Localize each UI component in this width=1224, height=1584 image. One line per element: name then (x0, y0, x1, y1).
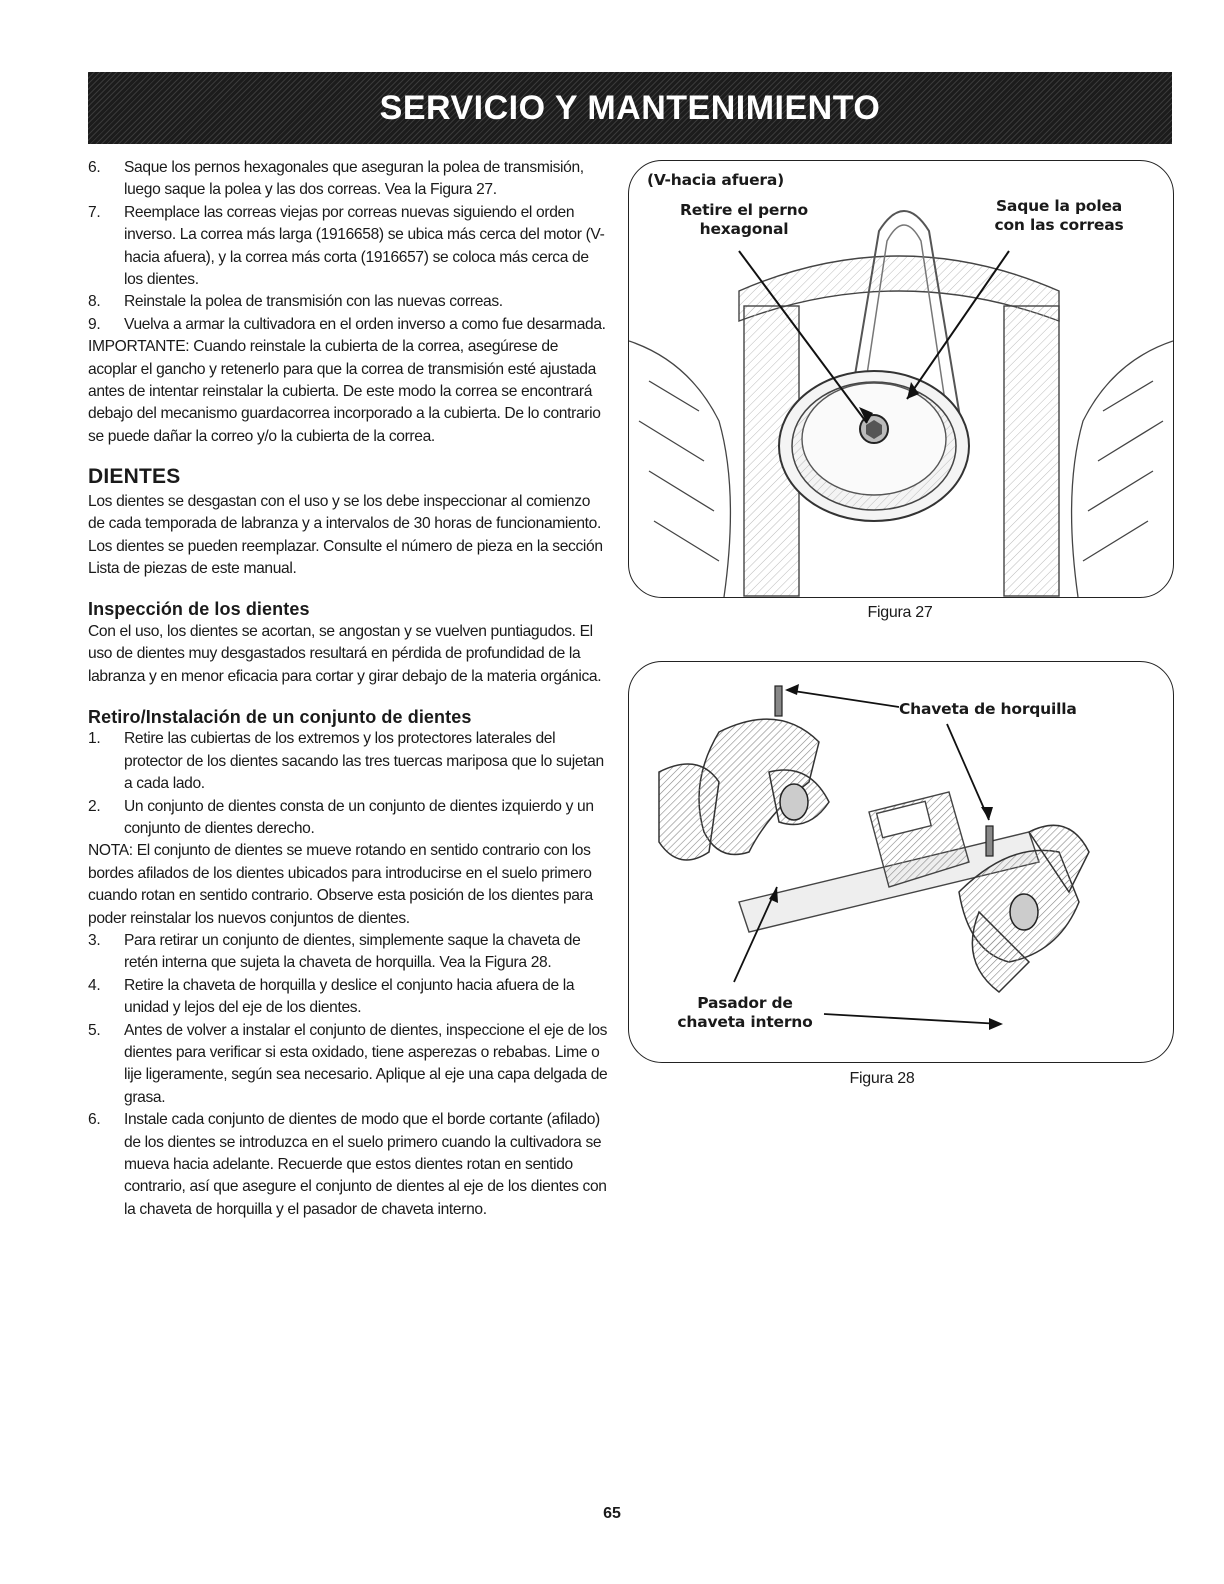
figure-27-caption: Figura 27 (867, 604, 933, 621)
figure-28 (628, 661, 1174, 1063)
label-inner-cotter-pin-line2: chaveta interno (677, 1013, 813, 1031)
figure-27 (628, 160, 1174, 598)
inspection-text: Con el uso, los dientes se acortan, se angostan y se vuelven puntiagudos. El uso de dientes muy desgastados resultará en pérdida de profundidad de la labranza y en menor eficacia para cortar y girar debajo de la materia orgánica. (88, 622, 602, 685)
list-number: 6. (88, 1111, 101, 1129)
list-item (88, 728, 608, 795)
important-note: IMPORTANTE: Cuando reinstale la cubierta de la correa, asegúrese de acoplar el gancho y retenerlo para que la correa de transmisión esté ajustada antes de intentar reinstalar la cubierta. De este modo la correa se encontrará debajo del mecanismo guardacorrea incorporado a la cubierta. De lo contrario se puede dañar la correo y/o la cubierta de la correa. (88, 338, 601, 445)
list-text: Vuelva a armar la cultivadora en el orden inverso a como fue desarmada. (124, 315, 606, 333)
list-number: 3. (88, 932, 101, 949)
section-title: SERVICIO Y MANTENIMIENTO (379, 88, 881, 127)
belt-steps-list (88, 157, 608, 336)
list-text: Instale cada conjunto de dientes de modo que el borde cortante (afilado) de los dientes se introduzca en el suelo primero cuando la cultivadora se mueva hacia adelante. Recuerde que estos dientes rotan en sentido contrario, así que asegure el conjunto de dientes al eje de los dientes con la chaveta de horquilla y el pasador de chaveta interno. (124, 1111, 607, 1218)
list-text: Reinstale la polea de transmisión con las nuevas correas. (124, 293, 503, 311)
list-number: 1. (88, 730, 101, 748)
label-v-outward: (V-hacia afuera) (647, 171, 784, 189)
list-item (88, 291, 608, 313)
list-number: 7. (88, 203, 101, 221)
label-remove-bolt-line1: Retire el perno (680, 201, 808, 219)
list-number: 6. (88, 159, 101, 176)
list-item (88, 975, 608, 1020)
removal-steps-list-continued (88, 930, 608, 1221)
dientes-intro: Los dientes se desgastan con el uso y se los debe inspeccionar al comienzo de cada temporada de labranza y a intervalos de 30 horas de funcionamiento. Los dientes se pueden reemplazar. Consulte el número de pieza en la sección Lista de piezas de este manual. (88, 492, 603, 577)
list-item (88, 796, 608, 841)
list-item (88, 1020, 608, 1110)
list-text: Saque los pernos hexagonales que aseguran la polea de transmisión, luego saque la polea y las dos correas. Vea la Figura 27. (124, 159, 584, 199)
list-number: 4. (88, 976, 101, 994)
figure-28-caption: Figura 28 (849, 1070, 915, 1087)
dientes-heading: DIENTES (88, 465, 181, 489)
removal-steps-list (88, 728, 608, 840)
label-remove-pulley-line1: Saque la polea (995, 197, 1123, 215)
list-item (88, 930, 608, 975)
list-item (88, 314, 608, 336)
list-number: 5. (88, 1021, 101, 1039)
label-hitch-pin: Chaveta de horquilla (899, 700, 1077, 718)
nota-note: NOTA: El conjunto de dientes se mueve rotando en sentido contrario con los bordes afilados de los dientes ubicados para introducirse en el suelo primero cuando rotan en sentido contrario. Observe esta posición de los dientes para poder reinstalar los nuevos conjuntos de dientes. (88, 842, 593, 927)
removal-heading: Retiro/Instalación de un conjunto de dientes (88, 706, 472, 727)
list-text: Retire las cubiertas de los extremos y los protectores laterales del protector de los dientes sacando las tres tuercas mariposa que lo sujetan a cada lado. (124, 730, 604, 793)
section-header-banner (88, 72, 1172, 144)
label-remove-pulley-line2: con las correas (994, 216, 1124, 234)
page-number: 65 (603, 1505, 621, 1522)
list-text: Para retirar un conjunto de dientes, simplemente saque la chaveta de retén interna que sujeta la chaveta de horquilla. Vea la Figura 28. (124, 932, 581, 972)
label-remove-bolt-line2: hexagonal (699, 220, 789, 238)
inspection-heading: Inspección de los dientes (88, 599, 310, 620)
list-text: Un conjunto de dientes consta de un conjunto de dientes izquierdo y un conjunto de dientes derecho. (124, 797, 594, 837)
list-number: 9. (88, 315, 101, 333)
label-inner-cotter-pin-line1: Pasador de (697, 994, 793, 1012)
list-text: Reemplace las correas viejas por correas nuevas siguiendo el orden inverso. La correa más larga (1916658) se ubica más cerca del motor (V-hacia afuera), y la correa más corta (1916657) se coloca más cerca de los dientes. (124, 203, 605, 289)
list-text: Antes de volver a instalar el conjunto de dientes, inspeccione el eje de los dientes para verificar si esta oxidado, tiene asperezas o rebabas. Lime o lije ligeramente, según sea necesario. Aplique al eje una capa delgada de grasa. (124, 1021, 608, 1106)
list-number: 8. (88, 293, 101, 311)
left-column (88, 157, 608, 1221)
list-item (88, 202, 608, 292)
list-item (88, 157, 608, 202)
label-remove-pulley (969, 197, 1149, 235)
label-remove-bolt (669, 201, 819, 239)
list-number: 2. (88, 797, 101, 815)
label-inner-cotter-pin (665, 994, 825, 1032)
list-text: Retire la chaveta de horquilla y deslice el conjunto hacia afuera de la unidad y lejos del eje de los dientes. (124, 976, 575, 1017)
list-item (88, 1109, 608, 1221)
